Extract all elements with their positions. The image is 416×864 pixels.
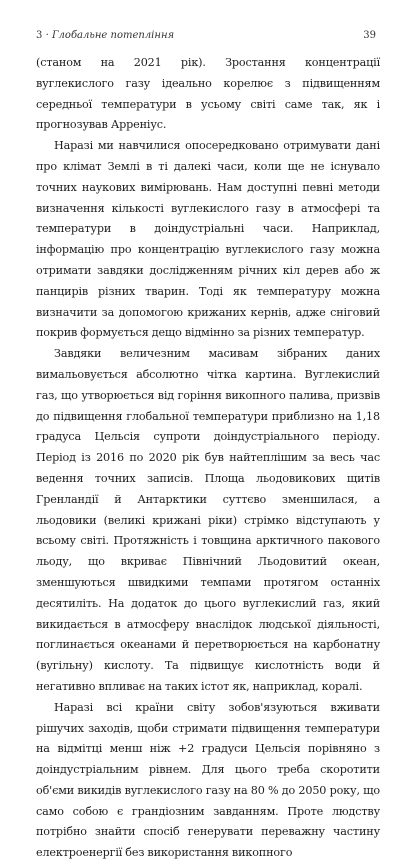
running-head-chapter <box>36 30 174 41</box>
page-number: 39 <box>363 30 376 41</box>
paragraph: Завдяки величезним масивам зібраних даних вимальовується абсолютно чітка картина. Вуглекислий газ, що утворюється від горіння викопного палива, призвів до підвищення глобальної температури приблизно на 1,18 градуса Цельсія супроти доіндустріального періоду. Період із 2016 по 2020 рік був найтеплішим за весь час ведення точних записів. Площа льодовикових щитів Гренландії й Антарктики суттєво зменшилася, а льодовики (великі крижані ріки) стрімко відступають у всьому світі. Протяжність і товщина арктичного пакового льоду, що вкриває Північний Льодовитий океан, зменшуються швидкими темпами протягом останніх десятиліть. На додаток до цього вуглекислий газ, який викидається в атмосферу внаслідок людської діяльності, поглинається океанами й перетворюється на карбонатну (вугільну) кислоту. Та підвищує кислотність води й негативно впливає на таких істот як, наприклад, коралі. <box>36 347 380 693</box>
body-text <box>36 53 380 864</box>
paragraph: Наразі ми навчилися опосередковано отримувати дані про клімат Землі в ті далекі часи, коли ще не існувало точних наукових вимірювань. Нам доступні певні методи визначення кількості вуглекислого газу в атмосфері та температури в доіндустріальні часи. Наприклад, інформацію про концентрацію вуглекислого газу можна отримати завдяки дослідженням річних кіл дерев або ж панцирів різних тварин. Тоді як температуру можна визначити за допомогою крижаних кернів, адже сніговий покрив формується дещо відмінно за різних температур. <box>36 139 380 340</box>
paragraph-continued: (станом на 2021 рік). Зростання концентрації вуглекислого газу ідеально корелює з підвищенням середньої температури в усьому світі саме так, як і прогнозував Арреніус. <box>36 56 380 132</box>
running-head <box>36 30 376 46</box>
separator-dot: · <box>45 30 49 41</box>
chapter-number: 3 <box>36 30 43 41</box>
paragraph: Наразі всі країни світу зобов'язуються вживати рішучих заходів, щоби стримати підвищення температури на відмітці менш ніж +2 градуси Цельсія порівняно з доіндустріальним рівнем. Для цього треба скоротити об'єми викидів вуглекислого газу на 80 % до 2050 року, що само собою є грандіозним завданням. Проте людству потрібно знайти спосіб генерувати переважну частину електроенергії без використання викопного <box>36 700 380 860</box>
chapter-title: Глобальне потепління <box>51 30 175 41</box>
